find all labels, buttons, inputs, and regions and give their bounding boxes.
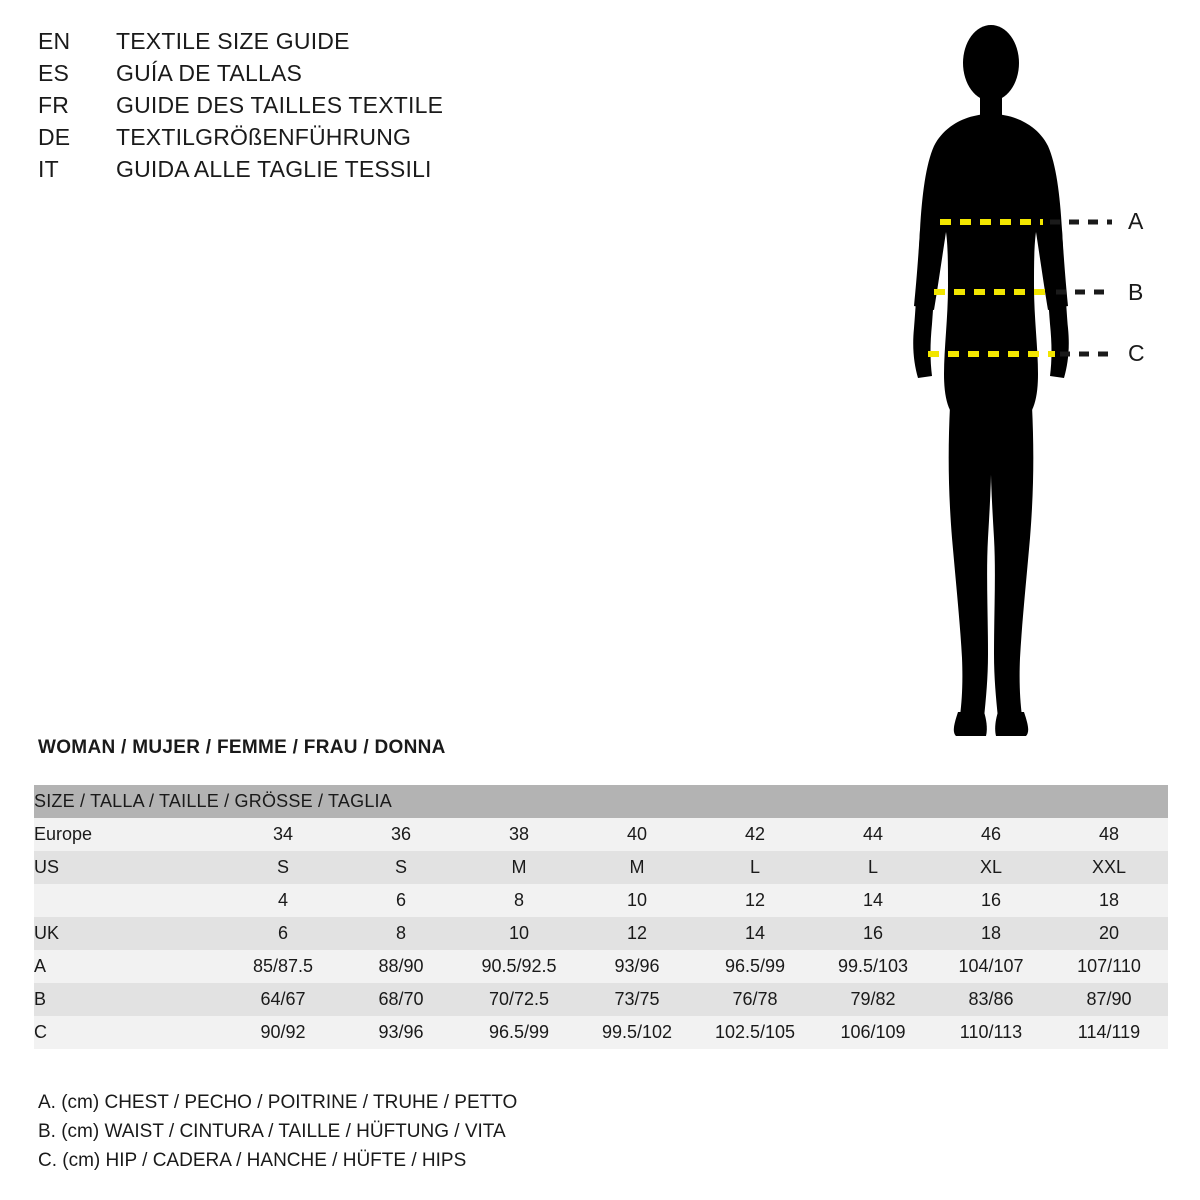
- cell-value: 88/90: [342, 950, 460, 983]
- language-title: GUIDE DES TAILLES TEXTILE: [116, 92, 444, 118]
- cell-value: 73/75: [578, 983, 696, 1016]
- row-label: Europe: [34, 818, 224, 851]
- cell-value: XXL: [1050, 851, 1168, 884]
- cell-value: 76/78: [696, 983, 814, 1016]
- language-title: GUIDA ALLE TAGLIE TESSILI: [116, 156, 432, 182]
- section-title: WOMAN / MUJER / FEMME / FRAU / DONNA: [38, 737, 446, 758]
- row-label: [34, 884, 224, 917]
- language-title: TEXTILE SIZE GUIDE: [116, 28, 350, 54]
- cell-value: 114/119: [1050, 1016, 1168, 1049]
- table-header-row: [34, 785, 1168, 818]
- cell-value: 16: [814, 917, 932, 950]
- measurement-label-a: A: [1128, 208, 1144, 234]
- language-code: EN: [38, 28, 71, 54]
- cell-value: 42: [696, 818, 814, 851]
- language-code: ES: [38, 60, 70, 86]
- cell-value: M: [460, 851, 578, 884]
- cell-value: 18: [1050, 884, 1168, 917]
- cell-value: 106/109: [814, 1016, 932, 1049]
- cell-value: 10: [460, 917, 578, 950]
- row-label: C: [34, 1016, 224, 1049]
- language-row: [38, 60, 598, 92]
- cell-value: 14: [814, 884, 932, 917]
- measurement-legend: [38, 1092, 838, 1179]
- table-row: [34, 950, 1168, 983]
- language-title: TEXTILGRÖßENFÜHRUNG: [116, 124, 412, 150]
- cell-value: 46: [932, 818, 1050, 851]
- table-row: [34, 983, 1168, 1016]
- size-table: [34, 785, 1168, 1049]
- cell-value: 44: [814, 818, 932, 851]
- table-row: [34, 1016, 1168, 1049]
- row-label: B: [34, 983, 224, 1016]
- language-row: [38, 156, 598, 188]
- cell-value: 14: [696, 917, 814, 950]
- cell-value: 110/113: [932, 1016, 1050, 1049]
- cell-value: 40: [578, 818, 696, 851]
- cell-value: S: [224, 851, 342, 884]
- cell-value: 36: [342, 818, 460, 851]
- cell-value: 16: [932, 884, 1050, 917]
- language-row: [38, 92, 598, 124]
- cell-value: 104/107: [932, 950, 1050, 983]
- cell-value: 90.5/92.5: [460, 950, 578, 983]
- cell-value: 48: [1050, 818, 1168, 851]
- cell-value: S: [342, 851, 460, 884]
- measurement-label-b: B: [1128, 279, 1144, 305]
- row-label: UK: [34, 917, 224, 950]
- cell-value: 102.5/105: [696, 1016, 814, 1049]
- legend-row-a: A. (cm) CHEST / PECHO / POITRINE / TRUHE / PETTO: [38, 1092, 518, 1113]
- cell-value: 6: [342, 884, 460, 917]
- legend-row-c: C. (cm) HIP / CADERA / HANCHE / HÜFTE / HIPS: [38, 1150, 467, 1171]
- cell-value: 68/70: [342, 983, 460, 1016]
- cell-value: 20: [1050, 917, 1168, 950]
- row-label: A: [34, 950, 224, 983]
- cell-value: 107/110: [1050, 950, 1168, 983]
- cell-value: 83/86: [932, 983, 1050, 1016]
- language-code: IT: [38, 156, 59, 182]
- cell-value: 8: [342, 917, 460, 950]
- cell-value: 8: [460, 884, 578, 917]
- cell-value: 99.5/103: [814, 950, 932, 983]
- female-silhouette-figure: [860, 18, 1180, 748]
- language-row: [38, 28, 598, 60]
- cell-value: 12: [696, 884, 814, 917]
- table-header-label: SIZE / TALLA / TAILLE / GRÖSSE / TAGLIA: [34, 785, 1168, 818]
- cell-value: 79/82: [814, 983, 932, 1016]
- table-row: [34, 917, 1168, 950]
- cell-value: 90/92: [224, 1016, 342, 1049]
- table-row: [34, 851, 1168, 884]
- silhouette-icon: [860, 18, 1180, 748]
- cell-value: 6: [224, 917, 342, 950]
- row-label: US: [34, 851, 224, 884]
- table-row: [34, 884, 1168, 917]
- table-row: [34, 818, 1168, 851]
- cell-value: 93/96: [578, 950, 696, 983]
- measurement-label-c: C: [1128, 340, 1145, 366]
- cell-value: 34: [224, 818, 342, 851]
- cell-value: 96.5/99: [696, 950, 814, 983]
- cell-value: 10: [578, 884, 696, 917]
- language-title-list: [38, 28, 598, 188]
- legend-row-b: B. (cm) WAIST / CINTURA / TAILLE / HÜFTUNG / VITA: [38, 1121, 506, 1142]
- cell-value: 85/87.5: [224, 950, 342, 983]
- cell-value: L: [814, 851, 932, 884]
- language-row: [38, 124, 598, 156]
- cell-value: L: [696, 851, 814, 884]
- cell-value: 18: [932, 917, 1050, 950]
- cell-value: 70/72.5: [460, 983, 578, 1016]
- cell-value: 93/96: [342, 1016, 460, 1049]
- language-title: GUÍA DE TALLAS: [116, 60, 303, 86]
- language-code: DE: [38, 124, 71, 150]
- cell-value: M: [578, 851, 696, 884]
- cell-value: 38: [460, 818, 578, 851]
- cell-value: 4: [224, 884, 342, 917]
- cell-value: 64/67: [224, 983, 342, 1016]
- cell-value: 99.5/102: [578, 1016, 696, 1049]
- cell-value: 12: [578, 917, 696, 950]
- language-code: FR: [38, 92, 70, 118]
- cell-value: XL: [932, 851, 1050, 884]
- cell-value: 87/90: [1050, 983, 1168, 1016]
- cell-value: 96.5/99: [460, 1016, 578, 1049]
